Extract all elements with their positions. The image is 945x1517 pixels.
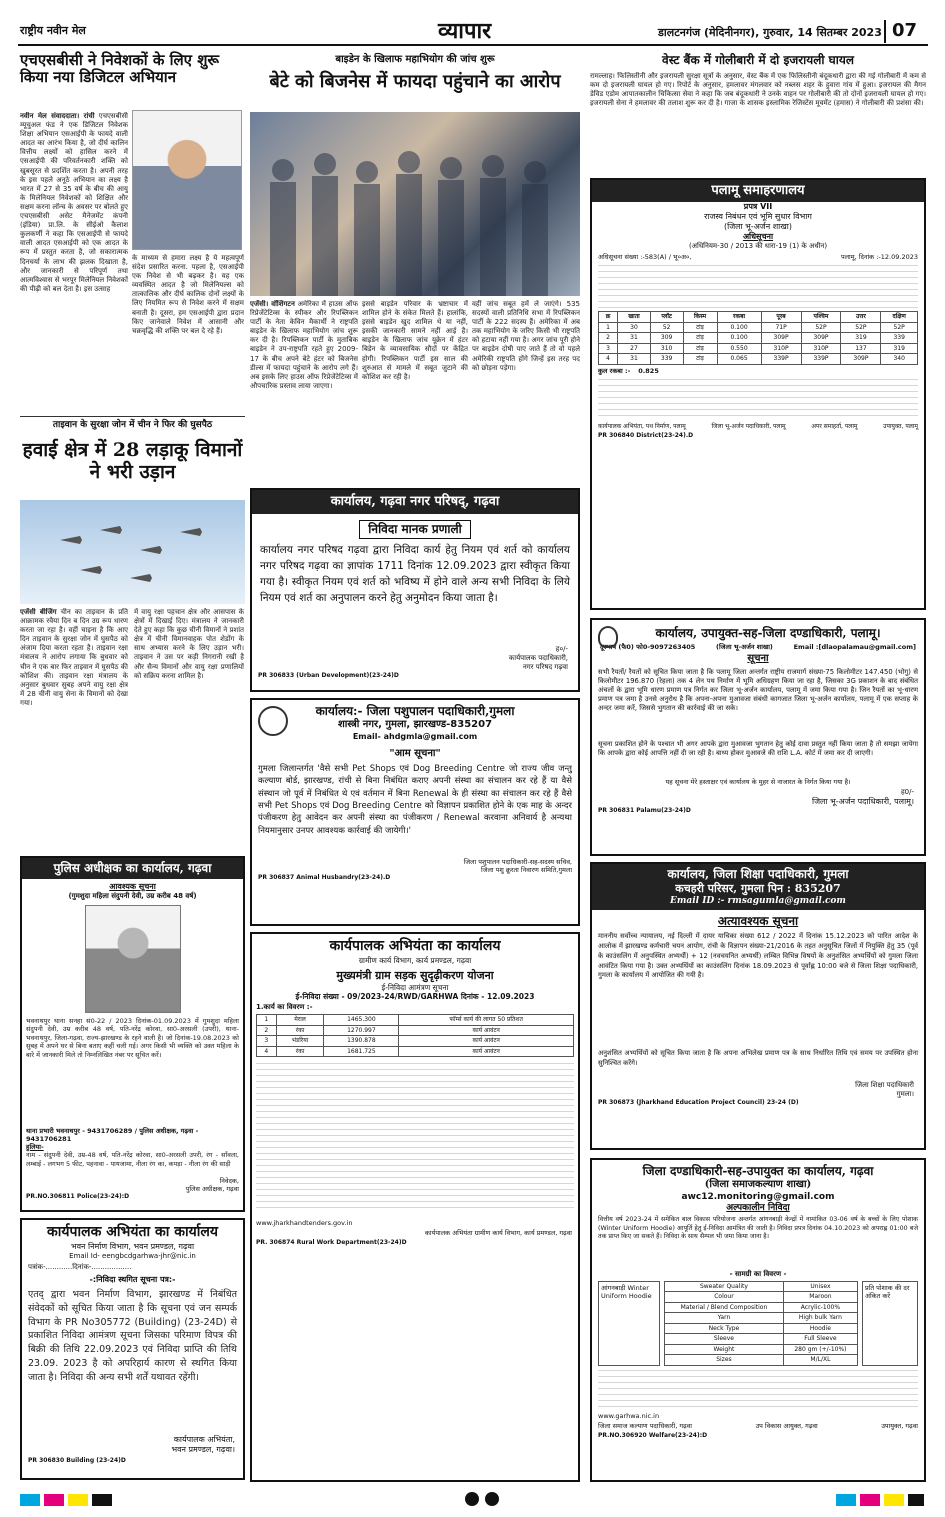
table-cell: 27 [618, 343, 651, 354]
dc-ad-phone: दूरभाष (फै0) फो0-9097263405 [600, 643, 696, 651]
rwd-ad-ref: PR. 306874 Rural Work Department(23-24)D [256, 1239, 407, 1247]
nagar-ad-sign: ह०/- [555, 645, 568, 654]
portrait-photo [132, 110, 242, 250]
spec-table-row [665, 1355, 858, 1366]
register-mark [465, 1492, 479, 1506]
table-cell: 1390.878 [324, 1036, 399, 1047]
biden-body-3: वहीं जांच सबूत हमें ले जाएंगे। 535 सदस्यों वाली प्रतिनिधि सभा में रिपब्लिकन पार्टी के 222 सदस्य हैं। अमेरिका में अब तक महाभियोग के जरिए किसी भी राष्ट्रपति को हटाया नहीं गया है। अगर जांच पूरी होने पर बाइडेन दोषी पाए जाते हैं तो वो पहले अमेरिकी राष्ट्रपति होंगे जिन्हें इस तरह पद को छोड़ना पड़ेगा। [472, 300, 580, 372]
hsbc-body-text: एचएसबीसी म्यूचुअल फंड ने एक डिजिटल निवेशक शिक्षा अभियान एसआईपी के फायदे वाली आदत का आरंभ किया है, जो दीर्घ कालिन वित्तीय लक्ष्यों को हासिल करने में एसआईपी की परिवर्तनकारी शक्ति को खुबसूरत से प्रदर्शित करता है। अपनी तरह के इस पहले अनूठे अभियान का लक्ष्य है भारत में 27 से 35 वर्ष के बीच की आयु के मिलेनियल निवेशकों को शिक्षित और सक्षम करना लॉन्च के अवसर पर बोलते हुए एचएसबीसी असेट मैनेजमेंट कंपनी (इंडिया) प्रा.लि. के सीईओ कैलाश कुलकर्णी ने कहा कि एसआईपी से फायदे वाली आदत एसआईपी को एक आदत के रूप में प्रस्तुत करता है, जो सकारात्मक दिनचर्या के लाभ की झलक दिखाता है, और जानकारी से परिपूर्ण तथा आत्मविश्वास से भरपूर मिलेनियल निवेशकों की पीढ़ी को बल देता है। इस उत्साह [20, 112, 128, 293]
section-title: व्यापार [438, 18, 492, 44]
edu-ad-body: माननीय सर्वोच्च न्यायालय, नई दिल्ली में दायर याचिका संख्या 612 / 2022 में दिनांक 15.12.2023 को पारित आदेश के आलोक में झारखण्ड कर्मचारी चयन आयोग, रांची के विज्ञापन संख्या-21/2016 के तहत अनुसूचित जिलों में नियुक्ति हेतु 35 (पूर्व के काउंसलिंग में अनुपस्थित अभ्यर्थी) + 12 (नवचयनित अभ्यर्थी) लम्बित विभिन्न विषयों के अनुशंसित अभ्यर्थियों को गुमला जिला आवंटित किया गया है। उक्त अभ्यर्थियों का काउंसलिंग दिनांक 18.09.2023 से पूर्वाह्न 10:00 बजे से जिला शिक्षा पदाधिकारी, गुमला के कार्यालय में आयोजित की गयी है। [598, 932, 918, 980]
animal-ad-title: कार्यालय:- जिला पशुपालन पदाधिकारी,गुमला [315, 704, 515, 718]
table-cell: 2 [599, 333, 618, 344]
welfare-ad-body: वित्तीय वर्ष 2023-24 में समेकित बाल विकास परियोजना अन्तर्गत आंगनबाड़ी केन्द्रों में नामांकित 03-06 वर्ष के बच्चों के लिए पोशाक (Winter Uniform Hoodie) आपूर्ति हेतु ई-निविदा आमंत्रित की जाती है। निविदा प्रपत्र दिनांक 04.10.2023 को अपराह्न 01:00 बजे तक प्राप्त किए जा सकते हैं। निविदा के साथ सैम्पल भी जमा किया जाना है। [598, 1216, 918, 1240]
dc-ad-notice: सूचना [747, 653, 769, 665]
table-header-cell: प्लॉट [650, 312, 683, 323]
missing-woman-photo [85, 905, 181, 1013]
palamu-dc-ad [590, 618, 926, 856]
police-ad-sign-2: पुलिस अधीक्षक, गढ़वा [185, 1185, 239, 1194]
table-cell: 0.100 [717, 333, 761, 344]
taiwan-body [20, 608, 128, 844]
spec-table-row [665, 1344, 858, 1355]
masthead [18, 18, 928, 46]
taiwan-headline: हवाई क्षेत्र में 28 लड़ाकू विमानों ने भरी उड़ान [22, 439, 243, 483]
land-table-row [599, 333, 918, 344]
spec-table-row [665, 1323, 858, 1334]
table-cell: 30 [618, 322, 651, 333]
nagar-ad-ref: PR 306833 (Urban Development)(23-24)D [258, 671, 399, 679]
table-cell: Colour [665, 1292, 784, 1303]
collectorate-ad-ref: PR 306840 District(23-24).D [598, 432, 694, 440]
page-number: 07 [884, 20, 917, 43]
table-cell: 339 [881, 333, 918, 344]
collectorate-footer-text [598, 379, 918, 419]
welfare-item-name: आंगनबाड़ी Winter Uniform Hoodie [598, 1281, 660, 1366]
welfare-website: www.garhwa.nic.in [598, 1411, 660, 1420]
edu-ad-sign-2: गुमला। [896, 1089, 914, 1098]
register-mark [485, 1492, 499, 1506]
nagar-ad-sign-2: कार्यपालक पदाधिकारी, [508, 654, 568, 662]
table-cell: मेराल [276, 1015, 324, 1026]
rwd-ad-sign: कार्यपालक अभियंता ग्रामीण कार्य विभाग, कार्य प्रमण्डल, गढ़वा [424, 1229, 572, 1238]
animal-ad-body: गुमला जिलान्तर्गत 'वैसे सभी Pet Shops एवं Dog Breeding Centre जो राज्य जीव जन्तु कल्याण बोर्ड, झारखण्ड, रांची से बिना निबंधित कराए अपनी संस्था का संचालन कर रहे हैं या वैसे संस्थान जो पूर्व में निबंधित थे एवं वर्तमान में बिना Renewal के ही संस्था का संचालन कर रहे हैं वैसे सभी Pet Shops एवं Dog Breeding Centre को विज्ञापन प्रकाशित होने के एक माह के अन्दर पंजीकरण हेतु आवेदन कर अपनी संस्था का पंजीकरण / Renewal करवाना अनिवार्य है अन्यथा नियमानुसार उनपर आवश्यक कार्रवाई की जायेगी।' [258, 764, 572, 836]
dc-ad-body-3: यह सूचना मेरे हस्ताक्षर एवं कार्यालय के मुहर से नाजारत के निर्गत किया गया है। [665, 777, 851, 786]
table-cell: 71P [761, 322, 801, 333]
building-ad-ref: PR 306830 Building (23-24)D [28, 1457, 126, 1464]
edu-ad-email: Email ID :- rmsagumla@gmail.com [592, 896, 924, 910]
rwd-ad-title: कार्यपालक अभियंता का कार्यालय [329, 938, 501, 954]
animal-ad-sign-2: जिला पशु क्रूरता निवारण समिति,गुमला [480, 866, 572, 875]
table-cell: 137 [841, 343, 881, 354]
rwd-table-row [257, 1046, 574, 1057]
table-cell: 339P [761, 354, 801, 365]
palamu-collectorate-ad [590, 178, 926, 610]
emblem-icon [598, 626, 618, 648]
table-cell: 309 [650, 333, 683, 344]
table-cell: Sleeve [665, 1334, 784, 1345]
edu-ad-body-2: अनुशंसित अभ्यर्थियों को सूचित किया जाता है कि अपना अभिलेख प्रमाण पत्र के साथ निर्धारित तिथि एवं समय पर उपस्थित होना सुनिश्चित करेंगे। [598, 1049, 918, 1067]
police-ad-sign: निवेदक, [219, 1177, 239, 1186]
dc-ad-body-2: सूचना प्रकाशित होने के पश्चात भी अगर आपके द्वारा मुआवजा भुगतान हेतु कोई दावा प्रस्तुत नहीं किया जाता है तो समझा जायेगा कि आपके द्वारा कोई आपत्ति नहीं दी जा रही है। बाध्य होकर मुआवजे की राशि L.A. कोर्ट में जमा कर दी जाएगी। [598, 739, 918, 757]
table-cell: Unisex [783, 1281, 857, 1292]
table-header-cell: पूरब [761, 312, 801, 323]
taiwan-byline: एजेंसी बीजिंग [20, 608, 57, 616]
welfare-sign-3: उपायुक्त, गढ़वा [881, 1421, 918, 1430]
signatory: जिला भू-अर्जन पदाधिकारी, पलामू [711, 422, 786, 430]
westbank-headline: वेस्ट बैंक में गोलीबारी में दो इजरायली घायल [662, 53, 854, 67]
police-ad-notice: आवश्यक सूचना [109, 882, 156, 891]
westbank-body: रामल्लाह। फिलिस्तीनी और इजरायली सुरक्षा सूत्रों के अनुसार, वेस्ट बैंक में एक फिलिस्तीनी बंदूकधारी द्वारा की गई गोलीबारी में कम से कम दो इजरायली घायल हो गए। रिपोर्ट के अनुसार, हमलावर मंगलवार को नब्लस शहर के हुवारा गांव में हुआ। इजरायल की मैगन डेविड एडोम आपातकालीन चिकित्सा सेवा ने कहा कि जब बंदूकधारी ने उनके वाहन पर गोलीबारी की तो दोनों इजरायली घायल हो गए। इजरायली सेना ने हमलावर की तलाश शुरू कर दी है। गाजा के शासक इस्लामिक रेजिस्टेंस मूवमेंट (हमास) ने गोलीबारी की प्रशंसा की। [590, 72, 926, 108]
welfare-ad-title: जिला दण्डाधिकारी-सह-उपायुक्त का कार्यालय, गढ़वा [642, 1164, 874, 1178]
police-ad-contacts: थाना प्रभारी भवनाथपुर - 9431706289 / पुलिस अधीक्षक, गढ़वा - 9431706281 [26, 1126, 199, 1143]
table-cell: 1 [257, 1015, 277, 1026]
table-cell: 280 gm (+/-10%) [783, 1344, 857, 1355]
table-cell: Hoodie [783, 1323, 857, 1334]
table-cell: Sweater Quality [665, 1281, 784, 1292]
table-cell: टांड़ [683, 354, 717, 365]
table-cell: 1681.725 [324, 1046, 399, 1057]
table-cell: कार्य आवंटन [399, 1025, 574, 1036]
table-cell: भंडरिया [276, 1036, 324, 1047]
table-cell: 0.550 [717, 343, 761, 354]
table-header-cell: उत्तर [841, 312, 881, 323]
table-header-cell: क्र [599, 312, 618, 323]
table-cell: Neck Type [665, 1323, 784, 1334]
welfare-sign: जिला समाज कल्याण पदाधिकारी, गढ़वा [598, 1421, 692, 1430]
biden-family-photo [250, 112, 580, 296]
dc-ad-email: Email :[dlaopalamau@gmail.com] [793, 643, 916, 651]
yellow-swatch [68, 1494, 88, 1506]
spec-table-row [665, 1302, 858, 1313]
welfare-sign-2: उप विकास आयुक्त, गढ़वा [755, 1421, 818, 1430]
welfare-rate-note: प्रति पोशाक की दर अंकित करें [862, 1281, 918, 1366]
police-ad-ref: PR.NO.306811 Police(23-24):D [26, 1193, 130, 1201]
fighter-jets-photo [20, 500, 245, 604]
animal-ad-sign: जिला पशुपालन पदाधिकारी-सह-सदस्य सचिव, [463, 858, 572, 866]
dc-ad-sign: ह0/- [900, 787, 914, 796]
paper-name: राष्ट्रीय नवीन मेल [20, 24, 86, 37]
signatory: अपर समाहर्ता, पलामू [811, 422, 858, 430]
dc-ad-title: कार्यालय, उपायुक्त-सह-जिला दण्डाधिकारी, पलामू। [655, 626, 881, 640]
animal-husbandry-ad [250, 698, 580, 926]
building-ad-subject: -:निविदा स्थगित सूचना पत्र:- [89, 1275, 176, 1284]
table-cell: 52P [881, 322, 918, 333]
signatory: कार्यपालक अभियंता, पथ निर्माण, पलामू [598, 422, 686, 430]
table-cell: रंका [276, 1046, 324, 1057]
table-cell: 1465.300 [324, 1015, 399, 1026]
table-cell: 310 [650, 343, 683, 354]
biden-body-2: इससे बाइडेन परिवार के भ्रष्टाचार में शामिल होने के संकेत मिलते हैं। हालांकि, इससे बाइडेन खुद शामिल थे या नहीं, इसकी जानकारी सामने नहीं आई है। बाइडेन के खिलाफ जांच यूक्रेन में हंटर बिडेन के व्यावसायिक सौदों पर केंद्रित होगी। रिपब्लिकन पार्टी इस साल की शुरुआत से मामले में सबूत जुटाने की कोशिश कर रही है। [362, 300, 468, 381]
animal-ad-address: शास्त्री नगर, गुमला, झारखण्ड-835207 [337, 719, 493, 730]
dateline: डालटनगंज (मेदिनीनगर), गुरुवार, 14 सितम्बर 2023 [658, 26, 882, 39]
land-table-row [599, 354, 918, 365]
table-cell: 309P [801, 333, 841, 344]
table-cell: 0.065 [717, 354, 761, 365]
hsbc-story [20, 52, 245, 87]
collectorate-ad-dept: राजस्व निबंधन एवं भूमि सुधार विभाग [704, 212, 812, 222]
table-cell: 319 [841, 333, 881, 344]
table-cell: Acrylic-100% [783, 1302, 857, 1313]
table-cell: 3 [257, 1036, 277, 1047]
rural-works-tender-ad [250, 932, 580, 1482]
cyan-swatch [20, 1494, 40, 1506]
rwd-ad-website: www.jharkhandtenders.gov.in [256, 1219, 353, 1228]
table-cell: 1 [599, 322, 618, 333]
table-cell: 339P [801, 354, 841, 365]
spec-table-row [665, 1313, 858, 1324]
spec-table-row [665, 1281, 858, 1292]
table-header-cell: दक्षिण [881, 312, 918, 323]
building-ad-dept: भवन निर्माण विभाग, भवन प्रमण्डल, गढ़वा [70, 1241, 195, 1251]
welfare-spec-title: - सामग्री का विवरण - [729, 1270, 787, 1278]
animal-ad-ref: PR 306837 Animal Husbandry(23-24).D [258, 874, 391, 882]
table-cell: 52P [841, 322, 881, 333]
table-cell: रंका [276, 1025, 324, 1036]
spec-table-row [665, 1292, 858, 1303]
nagar-ad-sign-3: नगर परिषद गढ़वा [522, 662, 568, 671]
table-cell: 310P [761, 343, 801, 354]
police-ad-ident: हुलिया- [26, 1143, 44, 1151]
police-ad-title: पुलिस अधीक्षक का कार्यालय, गढ़वा [22, 858, 243, 879]
gumla-education-ad [590, 862, 926, 1150]
land-table-row [599, 343, 918, 354]
collectorate-ad-form: प्रपत्र VII [743, 202, 773, 212]
table-cell: 309P [761, 333, 801, 344]
yellow-swatch [884, 1494, 904, 1506]
table-header-cell: किस्म [683, 312, 717, 323]
collectorate-ad-title: पलामू समाहरणालय [592, 180, 924, 202]
table-header-cell: रकबा [717, 312, 761, 323]
table-header-cell: खाता [618, 312, 651, 323]
welfare-terms-text [598, 1370, 918, 1410]
rwd-ad-dept: ग्रामीण कार्य विभाग, कार्य प्रमण्डल, गढ़वा [358, 955, 472, 965]
table-cell: High bulk Yarn [783, 1313, 857, 1324]
edu-ad-notice: अत्यावश्यक सूचना [717, 914, 799, 928]
collectorate-ad-act: (अधिनियम-30 / 2013 की धारा-19 (1) के अधीन) [688, 242, 828, 251]
table-cell: 52P [801, 322, 841, 333]
land-table-row [599, 322, 918, 333]
building-tender-ad [20, 1218, 245, 1480]
taiwan-body-text: चीन का ताइवान के प्रति आक्रामक रवैया दिन ब दिन उग्र रूप धारण करता जा रहा है। वहीं चाइना है कि आए दिन ताइवान के सुरक्षा जोन में घुसपैठ को अंजाम दिया करता रहता है। ताइवान रक्षा मंत्रालय ने आरोप लगाया कि बुधवार को चीन ने एक बार फिर ताइवान में घुसपैठ की कोशिश की। ताइवान रक्षा मंत्रालय के अनुसार बुधवार सुबह अपने वायु रक्षा क्षेत्र में 28 चीनी वायु सेना के विमानों को देखा गया। [20, 608, 128, 707]
rwd-terms-text [256, 1063, 574, 1213]
biden-byline: एजेंसी। वॉशिंगटन [250, 300, 295, 308]
edu-ad-title: कार्यालय, जिला शिक्षा पदाधिकारी, गुमला [592, 864, 924, 882]
building-ad-body: एतद् द्वारा भवन निर्माण विभाग, झारखण्ड में निबंधित संवेदकों को सूचित किया जाता है कि सूचना एवं जन सम्पर्क विभाग के PR No305772 (Building) (23-24D) से प्रकाशित निविदा आमंत्रण सूचना जिसका परिमाण विपत्र की बिक्री की तिथि 22.09.2023 एवं निविदा प्राप्ति की तिथि 23.09. 2023 है को अपरिहार्य कारण से स्थगित किया जाता है। निविदा की अन्य सभी शर्तें यथावत रहेंगी। [28, 1289, 237, 1383]
building-ad-sign: कार्यपालक अभियंता, [173, 1435, 235, 1444]
edu-ad-address: कचहरी परिसर, गुमला पिन : 835207 [592, 882, 924, 896]
table-cell: Material / Blend Composition [665, 1302, 784, 1313]
edu-ad-ref: PR 306873 (Jharkhand Education Project Council) 23-24 (D) [598, 1098, 799, 1106]
collectorate-ad-date: पलामू, दिनांक :-12.09.2023 [840, 253, 918, 261]
dc-ad-sign-2: जिला भू-अर्जन पदाधिकारी, पलामू। [812, 796, 914, 806]
rwd-ad-scheme: मुख्यमंत्री ग्राम सड़क सुदृढ़ीकरण योजना [336, 968, 494, 982]
police-ad-missing: (गुमशुदा महिला संदुपनी देवी, उम्र करीब 48 वर्ष) [68, 892, 197, 900]
dc-ad-ref: PR 306831 Palamu(23-24)D [598, 806, 691, 814]
hsbc-body [20, 112, 128, 408]
welfare-ad-email: awc12.monitoring@gmail.com [681, 1191, 835, 1202]
hsbc-byline: नवीन मेल संवाददाता। रांची [20, 112, 95, 120]
welfare-ad-section: (जिला समाजकल्याण शाखा) [704, 1179, 812, 1190]
nagar-ad-subtitle: निविदा मानक प्रणाली [359, 520, 470, 539]
table-cell: टांड़ [683, 343, 717, 354]
table-cell: टांड़ [683, 322, 717, 333]
black-swatch [908, 1494, 924, 1506]
dc-ad-section: (जिला भू-अर्जन शाखा) [716, 643, 773, 651]
biden-body-text: अमेरिका में हाउस ऑफ रिप्रेजेंटेटिव्स के स्पीकर और रिपब्लिकन पार्टी के नेता केविन मैकार्थी ने राष्ट्रपति बाइडेन के खिलाफ महाभियोग जांच शुरू कर दी है। रिपब्लिकन पार्टी के मुताबिक बाइडेन ने उप-राष्ट्रपति रहते हुए 2009-17 के बीच अपने बेटे हंटर को बिजनेस डील्स में फायदा पहुंचाने के आरोप लगे हैं। अब इसके लिए हाउस ऑफ रिप्रेजेंटेटिव्स में औपचारिक प्रस्ताव लाया जाएगा। [250, 300, 358, 390]
taiwan-body-2: में वायु रक्षा पहचान क्षेत्र और आसपास के क्षेत्रों में दिखाई दिए। मंत्रालय ने जानकारी देते हुए कहा कि कुछ चीनी विमानों ने प्रशांत क्षेत्र में चीनी विमानवाहक पोत शेडोंग के साथ अभ्यास करने के लिए उड़ान भरी। ताइवान ने उस पर कड़ी निगरानी रखी है और सैन्य विमानों और वायु रक्षा प्रणालियों को सक्रिय करना शामिल है। [134, 608, 244, 680]
police-ad-ident-body: नाम - संदुपनी देवी, उम्र-48 वर्ष, पति-नरेंद्र कोरवा, सा0-अरसली उपरी, रंग - साँवला, लम्बाई - लगभग 5 फीट, पहनावा - पायजामा, नीला रंग का, कपड़ा - नीला रंग की साड़ी [26, 1151, 239, 1168]
collectorate-ad-dept-sub: (जिला भू-अर्जन शाखा) [724, 222, 792, 232]
land-total-value: 0.825 [638, 366, 659, 375]
land-total-label: कुल रकबा :- [598, 366, 631, 375]
hsbc-headline: एचएसबीसी ने निवेशकों के लिए शुरू किया नया डिजिटल अभियान [20, 51, 220, 87]
table-cell: 2 [257, 1025, 277, 1036]
land-table [598, 311, 918, 365]
rwd-ad-work-label: 1.कार्य का विवरण :- [256, 1003, 313, 1012]
rwd-ad-tender: ई-निविदा आमंत्रण सूचना [381, 982, 449, 992]
spec-table-row [665, 1334, 858, 1345]
rwd-table-row [257, 1015, 574, 1026]
table-cell: 4 [599, 354, 618, 365]
nagar-parishad-ad [250, 488, 580, 692]
table-cell: कार्य आवंटन [399, 1046, 574, 1057]
table-cell: 340 [881, 354, 918, 365]
building-ad-email: Email Id- eengbcdgarhwa-jhr@nic.in [69, 1251, 196, 1260]
hsbc-body-2: के माध्यम से हमारा लक्ष्य है ये महत्वपूर्ण संदेश प्रसारित करना. पहला है, एसआईपी एक निवेश से भी बढ़कर है। यह एक व्यवस्थित आदत है जो मिलेनियल्स को तात्कालिक और दीर्घ कालिक दोनों लक्ष्यों के लिए नियमित रूप से निवेश करने में सक्षम बनाती है। दूसरा, हम एसआईपी द्वारा प्रदान किए जानेवाले निवेश में आसानी और चक्रवृद्धि की शक्ति पर बल दे रहे हैं। [132, 254, 244, 335]
table-cell: Weight [665, 1344, 784, 1355]
people-icon [250, 112, 580, 296]
biden-body [250, 300, 358, 482]
table-cell: 319 [881, 343, 918, 354]
rwd-table-row [257, 1025, 574, 1036]
table-cell: 3 [599, 343, 618, 354]
table-cell: टांड़ [683, 333, 717, 344]
table-cell: 0.100 [717, 322, 761, 333]
table-cell: 309P [841, 354, 881, 365]
table-cell: Full Sleeve [783, 1334, 857, 1345]
welfare-ad-ref: PR.NO.306920 Welfare(23-24):D [598, 1432, 708, 1439]
table-cell: 339 [650, 354, 683, 365]
magenta-swatch [44, 1494, 64, 1506]
jets-icon [20, 500, 245, 604]
collectorate-intro-text [598, 265, 918, 309]
collectorate-signatories [592, 421, 924, 433]
dc-ad-body: सभी रैयतों/ रैयतों को सूचित किया जाता है कि पलामू जिला अन्तर्गत राष्ट्रीय राजमार्ग संख्या-75 किलोमीटर 147.450 (भोगु) से किलोमीटर 196.870 (रेहला) तक 4 लेन पथ निर्माण में भूमि अधिग्रहण किया जा रहा है, जिसका 3G प्रकाशन के बाद संबंधित अंचलों के द्वारा भूमि धारण प्रमाण पत्र निर्गत कर जिला भू-अर्जन कार्यालय, पलामू में जमा किया गया है। जिन रैयतों का भू-धारण प्रमाण पत्र जमा है उनसे अनुरोध है कि अपना-अपना मुआवजा संबंधी कागजात जिला भू-अर्जन कार्यालय, पलामू में एक सप्ताह के अन्दर जमा करें, जिससे भुगतान की कार्रवाई की जा सके। [598, 667, 918, 713]
table-cell: Yarn [665, 1313, 784, 1324]
table-cell: 4 [257, 1046, 277, 1057]
building-ad-patrank: पत्रांक-............दिनांक-.................. [28, 1263, 132, 1272]
collectorate-ad-case: अधिसूचना संख्या :-583(A) / भू०अ०, [598, 253, 692, 261]
table-cell: Maroon [783, 1292, 857, 1303]
table-cell: M/L/XL [783, 1355, 857, 1366]
building-ad-sign-2: भवन प्रमण्डल, गढ़वा। [171, 1445, 235, 1454]
magenta-swatch [860, 1494, 880, 1506]
rwd-work-table [256, 1014, 574, 1057]
police-ad-body: भवनाथपुर थाना सनहा सं0-22 / 2023 दिनांक-01.09.2023 में गुमशुदा महिला संदुपनी देवी, उम्र करीब 48 वर्ष, पति-नरेंद्र कोरवा, सा0-अरसली (उपरी), थाना-भवनाथपुर, जिला-गढ़वा, राज्य-झारखण्ड के रहने वाली है। जो दिनांक-19.08.2023 को सुबह में अपने घर से बिना बताए कहीं चली गई। अगर किसी भी व्यक्ति को उक्त महिला के बारे में जानकारी मिले तो निम्नलिखित नंबर पर सूचित करें। [26, 1016, 239, 1059]
emblem-icon [258, 706, 288, 736]
garhwa-welfare-ad [590, 1158, 926, 1482]
nagar-ad-title: कार्यालय, गढ़वा नगर परिषद्, गढ़वा [252, 490, 578, 514]
biden-kicker: बाइडेन के खिलाफ महाभियोग की जांच शुरू [335, 54, 495, 65]
cyan-swatch [836, 1494, 856, 1506]
police-notice-ad [20, 856, 245, 1212]
welfare-ad-notice: अल्पकालीन निविदा [726, 1202, 790, 1213]
table-cell: कार्य आवंटन [399, 1036, 574, 1047]
collectorate-ad-notice: अधिसूचना [742, 232, 774, 242]
table-cell: Sizes [665, 1355, 784, 1366]
welfare-spec-table [664, 1281, 858, 1366]
black-swatch [92, 1494, 112, 1506]
table-cell: 1270.997 [324, 1025, 399, 1036]
biden-headline: बेटे को बिजनेस में फायदा पहुंचाने का आरोप [269, 71, 561, 92]
animal-ad-notice: "आम सूचना" [389, 747, 441, 759]
signatory: उपायुक्त, पलामू [883, 422, 918, 430]
table-header-cell: पश्चिम [801, 312, 841, 323]
table-cell: 31 [618, 354, 651, 365]
table-cell: फॉर्म्स कार्य की लागत 50 प्रतिशत [399, 1015, 574, 1026]
animal-ad-email: Email- ahdgmla@gmail.com [352, 731, 478, 741]
table-cell: 52 [650, 322, 683, 333]
rwd-ad-tender-no: ई-निविदा संख्या - 09/2023-24/RWD/GARHWA दिनांक - 12.09.2023 [295, 992, 535, 1001]
table-cell: 310P [801, 343, 841, 354]
building-ad-title: कार्यपालक अभियंता का कार्यालय [47, 1224, 218, 1240]
rwd-table-row [257, 1036, 574, 1047]
table-cell: 31 [618, 333, 651, 344]
nagar-ad-body: कार्यालय नगर परिषद गढ़वा द्वारा निविदा कार्य हेतु नियम एवं शर्त को कार्यालय नगर परिषद गढ़वा का ज्ञापांक 1711 दिनांक 12.09.2023 द्वारा स्वीकृत किया गया है। स्वीकृत नियम एवं शर्त को भविष्य में होने वाले अन्य सभी निविदा के लिये नियम एवं शर्त का अनुपालन करने हेतु अनुमोदन किया जाता है। [260, 544, 570, 604]
taiwan-kicker: ताइवान के सुरक्षा जोन में चीन ने फिर की घुसपैठ [52, 420, 213, 430]
edu-ad-sign: जिला शिक्षा पदाधिकारी [855, 1081, 914, 1089]
